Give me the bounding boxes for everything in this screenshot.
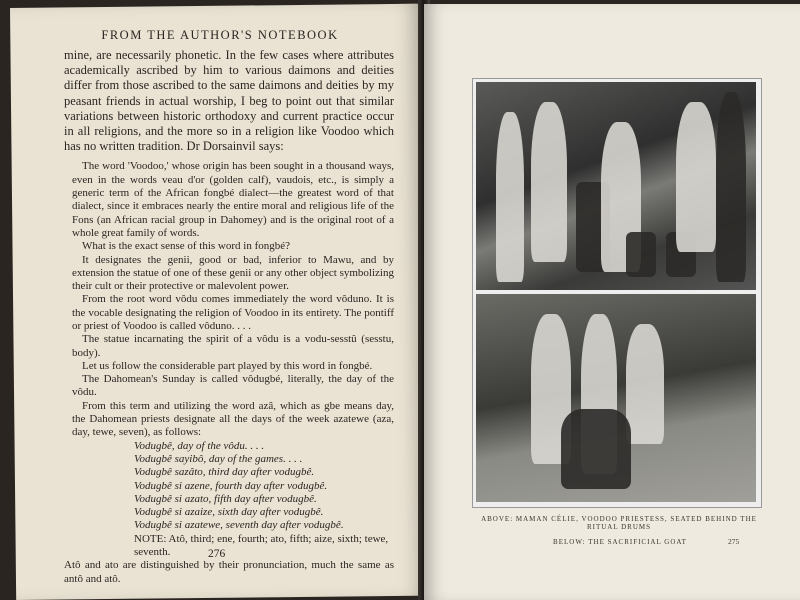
note-line: NOTE: Atô, third; ene, fourth; ato, fifth; aize, sixth; tewe, seventh.: [134, 532, 389, 559]
day-item: Vodugbê sayibô, day of the games. . . .: [134, 452, 303, 465]
quote-block: [72, 160, 394, 439]
quote-para-5: The statue incarnating the spirit of a vôdu is a vodu-sesstû (sesstu, body).: [72, 333, 394, 359]
left-page-text: [64, 48, 394, 586]
tail-line: Atô and ato are distinguished by their pronunciation, much the same as antô and atô.: [64, 559, 394, 585]
photo-sacrificial-goat: [476, 294, 756, 502]
day-item: Vodugbê sazâto, third day after vodugbê.: [134, 466, 315, 479]
caption-below: BELOW: THE SACRIFICIAL GOAT: [553, 538, 687, 546]
day-item: Vodugbê si azato, fifth day after vodugbê.: [134, 492, 317, 505]
day-item: Vodugbê si azaize, sixth day after vodugbê.: [134, 506, 324, 519]
day-item: Vodugbê si azatewe, seventh day after vodugbê.: [134, 519, 344, 532]
paragraph-1: mine, are necessarily phonetic. In the few cases where attributes academically ascribed by him to various daimons and deities differ from those ascribed to the same daimons and deities by my peasant friends in actual worship, I beg to point out that similar variations between historic orthodoxy and current practice occur in all religions, and the more so in a religion like Voodoo which has no written tradition. Dr Dorsainvil says:: [64, 48, 394, 154]
running-head: FROM THE AUTHOR'S NOTEBOOK: [101, 28, 339, 42]
quote-para-8: From this term and utilizing the word azâ, which as gbe means day, the Dahomean priests designate all the days of the week azatewe (aza, day, tewe, seven), as follows:: [72, 399, 394, 439]
quote-para-3: It designates the genii, good or bad, inferior to Mawu, and by extension the statue of one of these genii or any other object symbolizing their cult or their protective or malevolent power.: [72, 253, 394, 293]
right-page-number: 275: [728, 537, 740, 546]
photo-priestess-drums: [476, 82, 756, 290]
day-item: Vodugbê si azene, fourth day after vodugbê.: [134, 479, 328, 492]
days-list: [134, 440, 394, 560]
quote-para-4: From the root word vôdu comes immediately the word vôduno. It is the vocable designating the religion of Voodoo in its entirety. The pontiff or priest of Voodoo is called vôduno. . . .: [72, 293, 394, 332]
quote-para-7: The Dahomean's Sunday is called vôdugbé, literally, the day of the vôdu.: [72, 373, 394, 399]
quote-para-6: Let us follow the considerable part played by this word in fongbé.: [82, 359, 373, 372]
quote-para-2: What is the exact sense of this word in fongbé?: [82, 240, 291, 253]
left-page-number: 276: [208, 548, 226, 560]
day-item: Vodugbê, day of the vôdu. . . .: [134, 439, 265, 452]
caption-above: ABOVE: MAMAN CÉLIE, VOODOO PRIESTESS, SEATED BEHIND THE RITUAL DRUMS: [481, 515, 757, 531]
quote-para-1: The word 'Voodoo,' whose origin has been sought in a thousand ways, even in the words veau d'or (golden calf), vaudois, etc., is simply a generic term of the African fongbé dialect—the greatest word of that dialect, since it embraces nearly the entire moral and religious life of the Fons (an African racial group in Dahomey) and is the original root of a whole great family of words.: [72, 160, 394, 239]
